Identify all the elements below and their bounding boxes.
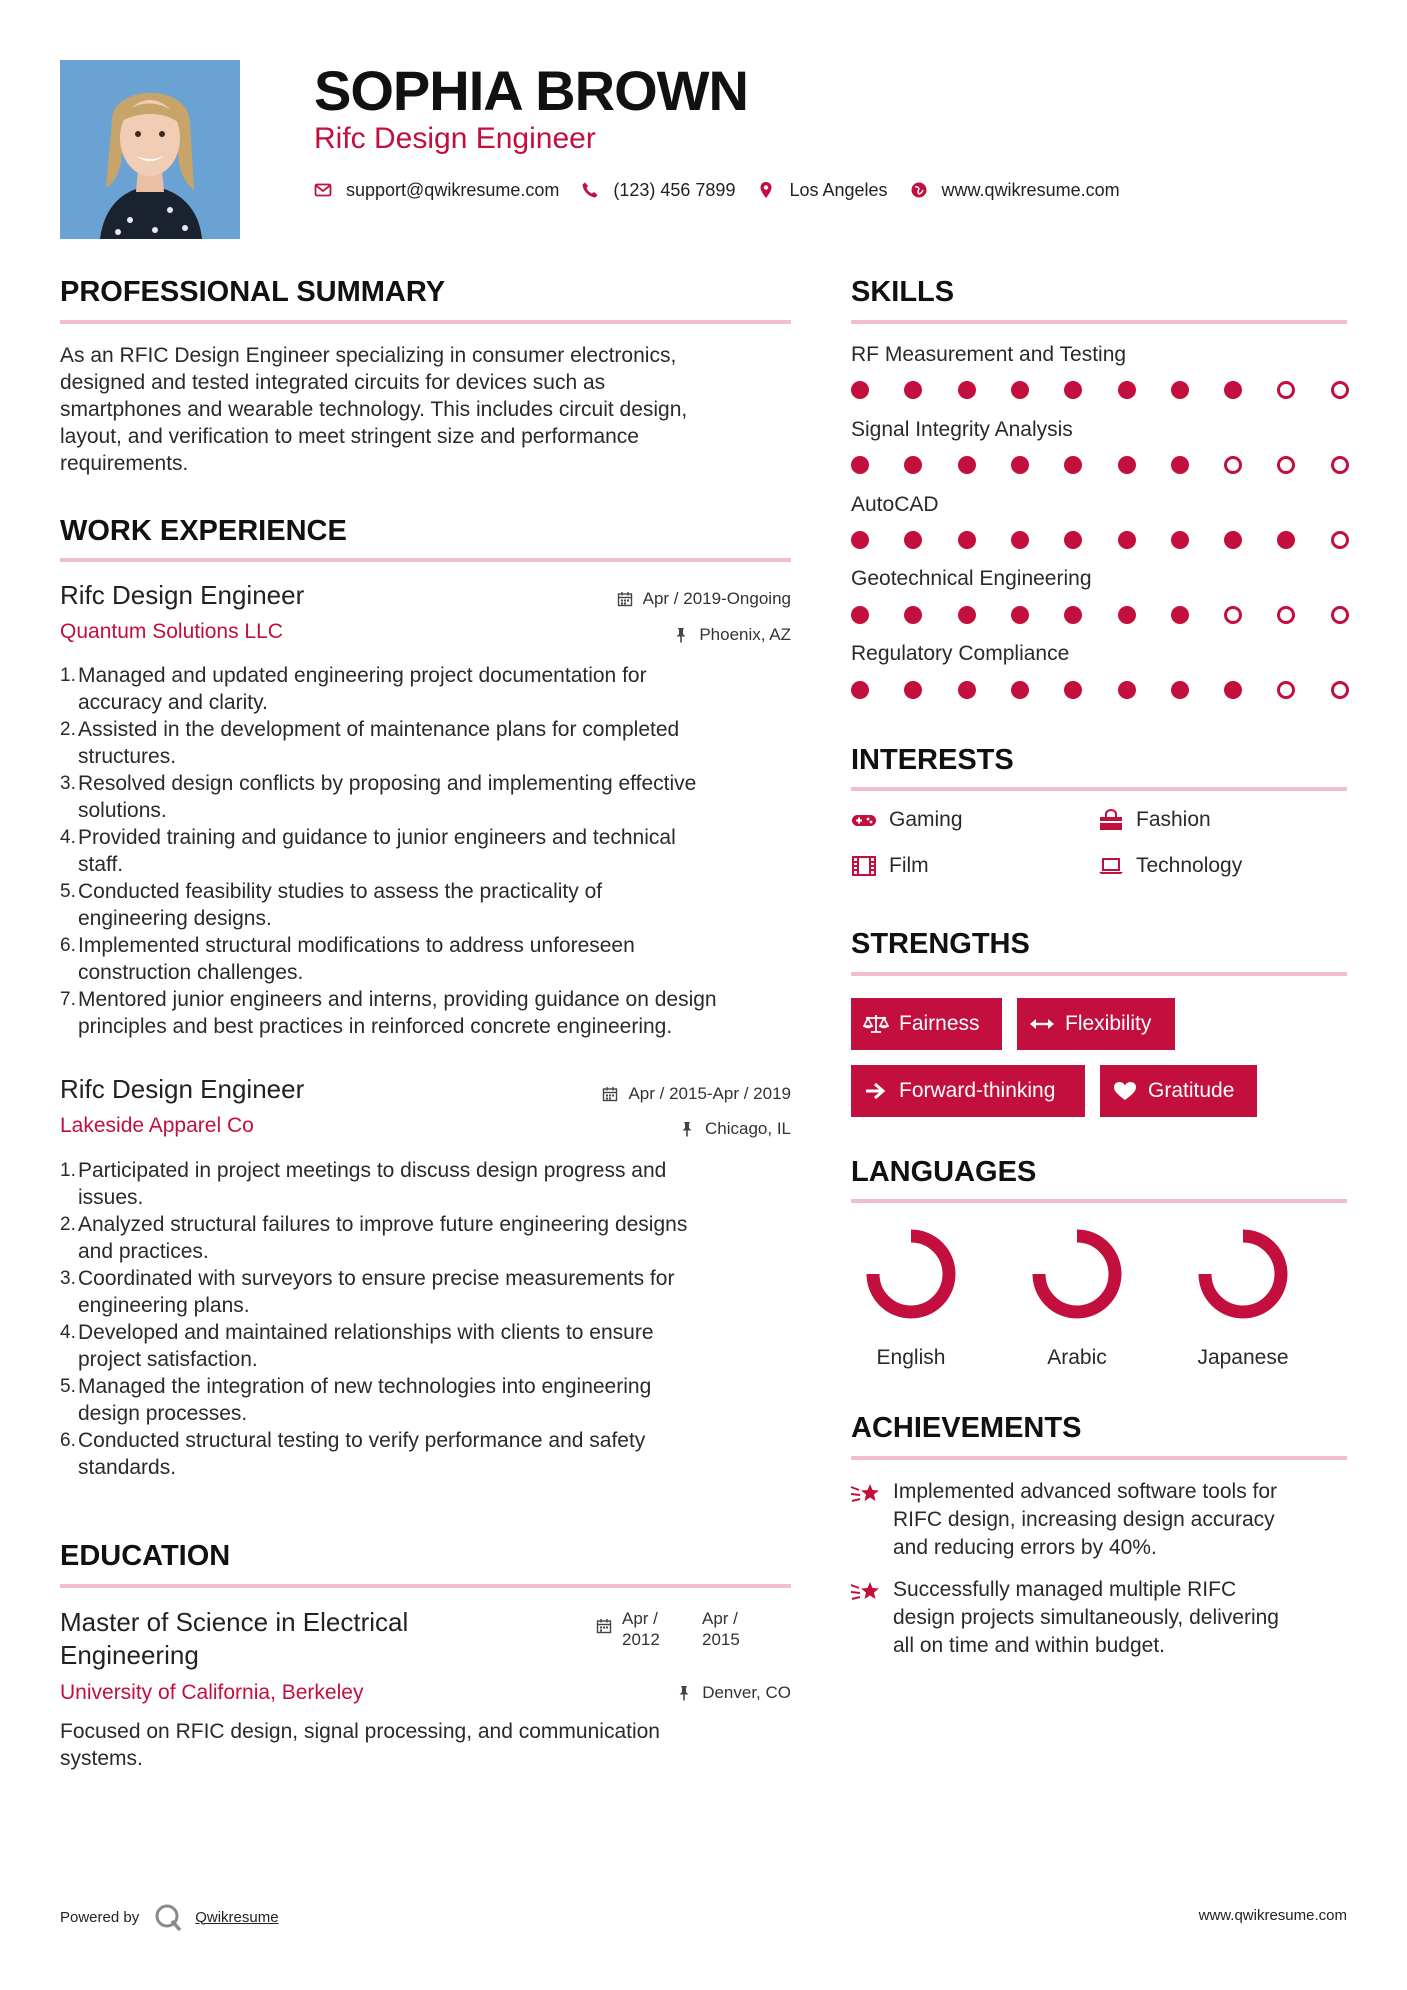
list-item: 4. Developed and maintained relationships with clients to ensure project satisfaction. (78, 1319, 800, 1373)
achievement-text (893, 1576, 1333, 1660)
start-month: Apr / (622, 1609, 658, 1628)
language-progress-ring (865, 1228, 957, 1320)
list-item-line: standards. (78, 1456, 177, 1479)
list-item-line: Conducted structural testing to verify performance and safety (78, 1429, 646, 1452)
skills-heading: SKILLS (851, 276, 955, 308)
interest-item (1098, 854, 1242, 878)
strength-label: Gratitude (1148, 1079, 1235, 1102)
pushpin-icon (673, 627, 689, 643)
achievements-heading: ACHIEVEMENTS (851, 1412, 1082, 1444)
strength-label: Fairness (899, 1012, 980, 1035)
achievement-item (849, 1576, 1333, 1660)
list-item-line: Mentored junior engineers and interns, providing guidance on design (78, 988, 717, 1011)
strength-badge (1017, 998, 1175, 1050)
skills-divider (851, 320, 1347, 324)
website-text: www.qwikresume.com (941, 179, 1120, 200)
skill-dot-filled (1118, 381, 1136, 399)
shooting-star-icon (849, 1478, 883, 1508)
skill-dot-empty (1331, 456, 1349, 474)
skill-dot-empty (1277, 681, 1295, 699)
interest-label: Film (889, 854, 929, 877)
skill-dot-filled (1064, 681, 1082, 699)
education-end (702, 1608, 762, 1650)
skill-dot-filled (1118, 606, 1136, 624)
skill-dot-filled (958, 606, 976, 624)
calendar-icon (617, 591, 633, 607)
education-dates (596, 1608, 762, 1650)
email-text: support@qwikresume.com (346, 179, 560, 200)
languages-divider (851, 1199, 1347, 1203)
list-item: 4. Provided training and guidance to junior engineers and technical staff. (78, 824, 800, 878)
skill-dot-filled (904, 456, 922, 474)
footer-powered-by (60, 1902, 279, 1932)
skill-dot-filled (1064, 606, 1082, 624)
end-year: 2015 (702, 1630, 740, 1649)
skill-dot-filled (1011, 456, 1029, 474)
skill-dot-filled (958, 381, 976, 399)
list-item: 1. Managed and updated engineering project documentation for accuracy and clarity. (78, 662, 800, 716)
calendar-icon (602, 1086, 618, 1102)
location-text: Los Angeles (789, 179, 888, 200)
job-title: Rifc Design Engineer (60, 1074, 305, 1104)
skill-dot-empty (1331, 381, 1349, 399)
skill-dot-filled (1224, 681, 1242, 699)
language-name: Japanese (1197, 1346, 1289, 1369)
language-item (1017, 1228, 1137, 1370)
skill-dot-empty (1331, 606, 1349, 624)
skill-dot-filled (1171, 531, 1189, 549)
skill-dot-filled (1118, 681, 1136, 699)
list-item-line: project satisfaction. (78, 1348, 258, 1371)
education-desc-line: Focused on RFIC design, signal processing, and communication (60, 1720, 660, 1743)
job-title: Rifc Design Engineer (60, 580, 305, 610)
heart-icon (1112, 1080, 1138, 1102)
achievement-line: and reducing errors by 40%. (893, 1536, 1157, 1559)
phone-text: (123) 456 7899 (613, 179, 736, 200)
achievement-line: Successfully managed multiple RIFC (893, 1578, 1237, 1601)
list-item-line: Provided training and guidance to junior engineers and technical (78, 826, 676, 849)
skill-dot-filled (1011, 381, 1029, 399)
work-divider (60, 558, 791, 562)
summary-divider (60, 320, 791, 324)
skill-dot-filled (1064, 531, 1082, 549)
skill-dot-empty (1277, 606, 1295, 624)
list-item-line: Conducted feasibility studies to assess the practicality of (78, 880, 603, 903)
skill-dot-filled (1011, 681, 1029, 699)
skill-dot-empty (1331, 681, 1349, 699)
pushpin-icon (679, 1121, 695, 1137)
skill-dot-filled (1064, 456, 1082, 474)
skill-dot-filled (851, 381, 869, 399)
skill-dot-empty (1224, 606, 1242, 624)
list-item-line: engineering designs. (78, 907, 272, 930)
list-item-line: Coordinated with surveyors to ensure precise measurements for (78, 1267, 675, 1290)
company-name: Lakeside Apparel Co (60, 1114, 254, 1137)
end-month: Apr / (702, 1609, 738, 1628)
list-item-line: Implemented structural modifications to address unforeseen (78, 934, 635, 957)
candidate-name: SOPHIA BROWN (314, 59, 748, 122)
skill-dot-filled (1171, 681, 1189, 699)
languages-heading: LANGUAGES (851, 1156, 1037, 1188)
list-item: 5. Conducted feasibility studies to assess the practicality of engineering designs. (78, 878, 800, 932)
skill-dot-filled (851, 681, 869, 699)
education-location-text: Denver, CO (702, 1683, 791, 1702)
achievement-line: Implemented advanced software tools for (893, 1480, 1278, 1503)
arrows-horizontal-icon (1029, 1013, 1055, 1035)
list-item-line: Developed and maintained relationships with clients to ensure (78, 1321, 654, 1344)
list-item-line: Analyzed structural failures to improve future engineering designs (78, 1213, 688, 1236)
summary-line: As an RFIC Design Engineer specializing in consumer electronics, (60, 344, 677, 367)
list-item: 3. Resolved design conflicts by proposing and implementing effective solutions. (78, 770, 800, 824)
skill-dot-filled (1224, 531, 1242, 549)
summary-line: smartphones and wearable technology. This includes circuit design, (60, 398, 688, 421)
interests-divider (851, 787, 1347, 791)
skill-dot-empty (1224, 456, 1242, 474)
language-name: English (876, 1346, 946, 1369)
skill-rating (851, 381, 1347, 401)
skill-dot-filled (958, 531, 976, 549)
map-pin-icon (757, 181, 775, 199)
education-description (60, 1718, 800, 1772)
footer-website[interactable]: www.qwikresume.com (1198, 1907, 1347, 1924)
arrow-right-icon (863, 1080, 889, 1102)
degree-line: Master of Science in Electrical (60, 1607, 409, 1637)
powered-by-text: Powered by (60, 1908, 140, 1926)
list-item-line: Assisted in the development of maintenance plans for completed (78, 718, 680, 741)
list-item: 5. Managed the integration of new technologies into engineering design processes. (78, 1373, 800, 1427)
list-item-line: design processes. (78, 1402, 248, 1425)
summary-line: layout, and verification to meet stringent size and performance (60, 425, 639, 448)
qwikresume-logo-icon (153, 1902, 183, 1932)
gamepad-icon (851, 809, 877, 831)
skill-dot-filled (851, 456, 869, 474)
skill-dot-filled (1171, 606, 1189, 624)
skill-dot-filled (904, 606, 922, 624)
interest-label: Gaming (889, 808, 963, 831)
skill-dot-filled (1064, 381, 1082, 399)
pushpin-icon (676, 1685, 692, 1701)
strengths-heading: STRENGTHS (851, 928, 1030, 960)
skill-rating (851, 606, 1347, 626)
calendar-icon (596, 1618, 612, 1634)
list-item-line: Managed the integration of new technologies into engineering (78, 1375, 652, 1398)
skill-dot-filled (1171, 456, 1189, 474)
language-progress-ring (1197, 1228, 1289, 1320)
list-item: 6. Conducted structural testing to verify performance and safety standards. (78, 1427, 800, 1481)
skill-dot-filled (851, 531, 869, 549)
job-location-text: Phoenix, AZ (699, 625, 791, 644)
skill-dot-filled (1277, 531, 1295, 549)
interests-heading: INTERESTS (851, 744, 1014, 776)
skill-dot-filled (1011, 531, 1029, 549)
company-name: Quantum Solutions LLC (60, 620, 283, 643)
work-heading: WORK EXPERIENCE (60, 515, 347, 547)
job-responsibilities (60, 662, 800, 1040)
skill-dot-filled (958, 681, 976, 699)
job-location (673, 625, 791, 645)
job-dates (602, 1084, 791, 1104)
job-dates (617, 589, 791, 609)
list-item: 1. Participated in project meetings to discuss design progress and issues. (78, 1157, 800, 1211)
skill-dot-filled (1118, 456, 1136, 474)
education-divider (60, 1584, 791, 1588)
list-item-line: construction challenges. (78, 961, 304, 984)
skill-rating (851, 456, 1347, 476)
list-item-line: engineering plans. (78, 1294, 250, 1317)
film-icon (851, 855, 877, 877)
contact-phone[interactable] (581, 180, 735, 201)
achievement-line: RIFC design, increasing design accuracy (893, 1508, 1275, 1531)
skill-name: RF Measurement and Testing (851, 343, 1127, 366)
skill-dot-filled (1171, 381, 1189, 399)
strength-badge (1100, 1065, 1257, 1117)
laptop-icon (1098, 855, 1124, 877)
skill-dot-filled (851, 606, 869, 624)
list-item-line: and practices. (78, 1240, 209, 1263)
start-year: 2012 (622, 1630, 660, 1649)
skill-dot-empty (1277, 456, 1295, 474)
interest-item (851, 854, 929, 878)
skill-dot-filled (904, 531, 922, 549)
language-level-arc (873, 1236, 949, 1312)
list-item-line: staff. (78, 853, 124, 876)
skill-rating (851, 681, 1347, 701)
achievements-divider (851, 1456, 1347, 1460)
achievement-line: all on time and within budget. (893, 1634, 1166, 1657)
job-location-text: Chicago, IL (705, 1119, 791, 1138)
list-item: 6. Implemented structural modifications to address unforeseen construction challenges. (78, 932, 800, 986)
list-item-line: solutions. (78, 799, 167, 822)
language-item (851, 1228, 971, 1370)
job-dates-text: Apr / 2015-Apr / 2019 (628, 1084, 791, 1103)
strengths-divider (851, 972, 1347, 976)
summary-text (60, 342, 800, 477)
school-name: University of California, Berkeley (60, 1681, 364, 1704)
list-item: 2. Assisted in the development of maintenance plans for completed structures. (78, 716, 800, 770)
interest-item (851, 808, 963, 832)
envelope-icon (314, 181, 332, 199)
education-location (676, 1683, 791, 1703)
list-item: 7. Mentored junior engineers and interns, providing guidance on design principles and best practices in reinforced concrete engineering. (78, 986, 800, 1040)
language-level-arc (1205, 1236, 1281, 1312)
job-location (679, 1119, 791, 1139)
balance-scale-icon (863, 1013, 889, 1035)
language-progress-ring (1031, 1228, 1123, 1320)
summary-heading: PROFESSIONAL SUMMARY (60, 276, 446, 308)
achievement-text (893, 1478, 1333, 1562)
list-item-line: principles and best practices in reinforced concrete engineering. (78, 1015, 673, 1038)
contact-location (757, 180, 887, 201)
job-responsibilities (60, 1157, 800, 1481)
education-heading: EDUCATION (60, 1540, 231, 1572)
skill-rating (851, 531, 1347, 551)
list-item: 3. Coordinated with surveyors to ensure precise measurements for engineering plans. (78, 1265, 800, 1319)
list-item-line: Resolved design conflicts by proposing and implementing effective (78, 772, 697, 795)
strength-label: Forward-thinking (899, 1079, 1056, 1102)
interest-label: Fashion (1136, 808, 1211, 831)
education-start (622, 1608, 702, 1650)
skill-name: Geotechnical Engineering (851, 567, 1092, 590)
phone-icon (581, 181, 599, 199)
skill-name: AutoCAD (851, 493, 939, 516)
globe-icon (910, 181, 928, 199)
skill-dot-filled (1224, 381, 1242, 399)
candidate-title: Rifc Design Engineer (314, 122, 596, 155)
list-item-line: Participated in project meetings to discuss design progress and (78, 1159, 667, 1182)
list-item-line: accuracy and clarity. (78, 691, 268, 714)
skill-dot-filled (1011, 606, 1029, 624)
shopping-bag-icon (1098, 809, 1124, 831)
skill-dot-filled (904, 381, 922, 399)
interest-label: Technology (1136, 854, 1243, 877)
strength-label: Flexibility (1065, 1012, 1152, 1035)
skill-dot-filled (904, 681, 922, 699)
skill-dot-empty (1331, 531, 1349, 549)
list-item-line: issues. (78, 1186, 144, 1209)
profile-photo (60, 60, 240, 239)
degree-line: Engineering (60, 1640, 199, 1670)
interest-item (1098, 808, 1211, 832)
list-item-line: structures. (78, 745, 177, 768)
shooting-star-icon (849, 1576, 883, 1606)
language-item (1183, 1228, 1303, 1370)
achievement-item (849, 1478, 1333, 1562)
job-dates-text: Apr / 2019-Ongoing (642, 589, 791, 608)
contact-email[interactable] (314, 180, 559, 201)
skill-name: Signal Integrity Analysis (851, 418, 1073, 441)
education-desc-line: systems. (60, 1747, 143, 1770)
summary-line: requirements. (60, 452, 189, 475)
list-item: 2. Analyzed structural failures to improve future engineering designs and practices. (78, 1211, 800, 1265)
brand-link[interactable]: Qwikresume (195, 1908, 279, 1926)
degree-title (60, 1606, 408, 1672)
achievement-line: design projects simultaneously, delivering (893, 1606, 1279, 1629)
skill-dot-filled (1118, 531, 1136, 549)
contact-website[interactable] (910, 180, 1120, 201)
strength-badge (851, 998, 1002, 1050)
language-level-arc (1039, 1236, 1115, 1312)
summary-line: designed and tested integrated circuits for devices such as (60, 371, 606, 394)
skill-dot-empty (1277, 381, 1295, 399)
strength-badge (851, 1065, 1085, 1117)
contact-bar (314, 178, 1142, 202)
list-item-line: Managed and updated engineering project documentation for (78, 664, 647, 687)
skill-dot-filled (958, 456, 976, 474)
language-name: Arabic (1047, 1346, 1107, 1369)
skill-name: Regulatory Compliance (851, 642, 1070, 665)
